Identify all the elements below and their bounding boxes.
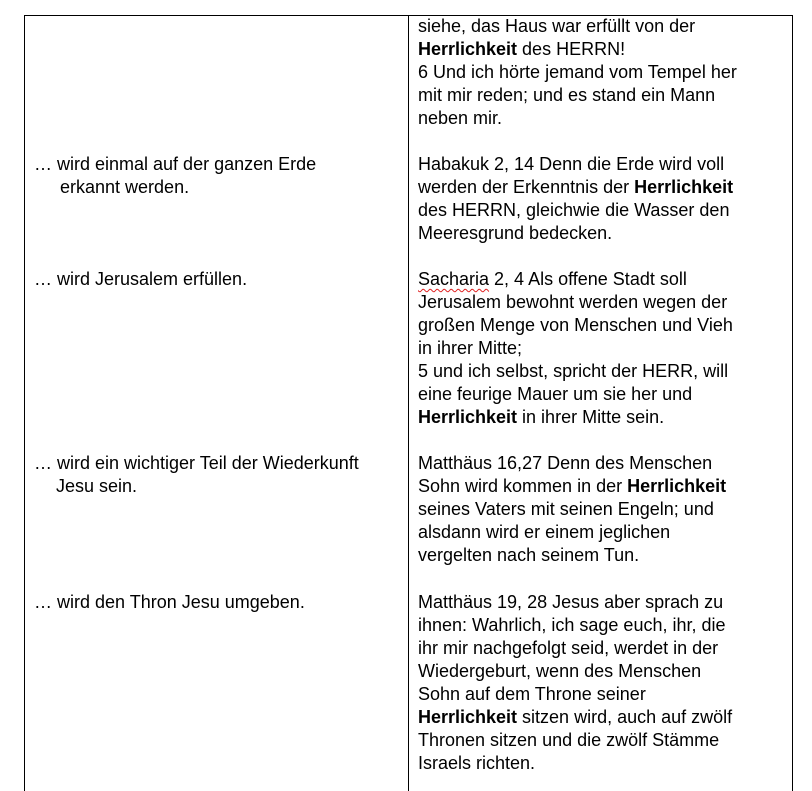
emphasis-word: Herrlichkeit: [418, 407, 518, 427]
verse-text: seines Vaters mit seinen Engeln; und: [418, 499, 714, 519]
verse-text: Israels richten.: [418, 753, 536, 773]
verse-text: Matthäus 16,27 Denn des Menschen: [418, 453, 713, 473]
verse-line: [418, 706, 788, 729]
verse-text: Wiedergeburt, wenn des Menschen: [418, 661, 702, 681]
verse-line: [418, 752, 788, 775]
statement-cell-row-4: [34, 591, 404, 614]
verse-cell-row-3: [418, 452, 788, 567]
verse-text: in ihrer Mitte;: [418, 338, 523, 358]
verse-line: [418, 268, 788, 291]
statement-line: Jesu sein.: [56, 476, 138, 496]
verse-text: 5 und ich selbst, spricht der HERR, will: [418, 361, 729, 381]
statement-line: … wird einmal auf der ganzen Erde: [34, 154, 317, 174]
statement-line: … wird den Thron Jesu umgeben.: [34, 592, 305, 612]
verse-text: eine feurige Mauer um sie her und: [418, 384, 693, 404]
verse-text: 6 Und ich hörte jemand vom Tempel her: [418, 62, 737, 82]
verse-cell-row-1: [418, 153, 788, 245]
statement-cell-row-2: [34, 268, 404, 291]
verse-line: [418, 591, 788, 614]
verse-line: [418, 475, 788, 498]
verse-text: Matthäus 19, 28 Jesus aber sprach zu: [418, 592, 724, 612]
verse-text: des HERRN!: [517, 39, 626, 59]
verse-line: [418, 15, 788, 38]
verse-text: Sacharia: [418, 269, 490, 289]
verse-cell-row-4: [418, 591, 788, 775]
verse-line: [418, 84, 788, 107]
statement-cell-row-3: [34, 452, 404, 498]
emphasis-word: Herrlichkeit: [418, 39, 518, 59]
emphasis-word: Herrlichkeit: [634, 177, 734, 197]
verse-text: Sohn wird kommen in der: [418, 476, 628, 496]
verse-line: [418, 360, 788, 383]
emphasis-word: Herrlichkeit: [418, 707, 518, 727]
verse-line: [418, 337, 788, 360]
verse-line: [418, 614, 788, 637]
verse-text: Jerusalem bewohnt werden wegen der: [418, 292, 728, 312]
verse-line: [418, 521, 788, 544]
verse-line: [418, 452, 788, 475]
verse-text: mit mir reden; und es stand ein Mann: [418, 85, 716, 105]
verse-line: [418, 176, 788, 199]
verse-text: ihr mir nachgefolgt seid, werdet in der: [418, 638, 719, 658]
verse-line: [418, 383, 788, 406]
statement-line: … wird Jerusalem erfüllen.: [34, 269, 248, 289]
verse-text: alsdann wird er einem jeglichen: [418, 522, 671, 542]
statement-line: erkannt werden.: [60, 177, 190, 197]
verse-text: ihnen: Wahrlich, ich sage euch, ihr, die: [418, 615, 726, 635]
verse-line: [418, 199, 788, 222]
statement-cell-row-1: [34, 153, 404, 199]
verse-line: [418, 683, 788, 706]
verse-text: Sohn auf dem Throne seiner: [418, 684, 646, 704]
verse-cell-row-2: [418, 268, 788, 429]
column-divider: [408, 15, 409, 791]
verse-line: [418, 544, 788, 567]
verse-text: siehe, das Haus war erfüllt von der: [418, 16, 696, 36]
verse-text: vergelten nach seinem Tun.: [418, 545, 640, 565]
verse-text: des HERRN, gleichwie die Wasser den: [418, 200, 730, 220]
verse-line: [418, 637, 788, 660]
verse-text: sitzen wird, auch auf zwölf: [517, 707, 733, 727]
verse-line: [418, 406, 788, 429]
verse-text: Meeresgrund bedecken.: [418, 223, 613, 243]
verse-text: großen Menge von Menschen und Vieh: [418, 315, 733, 335]
verse-text: werden der Erkenntnis der: [418, 177, 635, 197]
verse-text: Thronen sitzen und die zwölf Stämme: [418, 730, 720, 750]
verse-line: [418, 38, 788, 61]
verse-text: 2, 4 Als offene Stadt soll: [489, 269, 687, 289]
verse-line: [418, 61, 788, 84]
verse-line: [418, 314, 788, 337]
verse-line: [418, 660, 788, 683]
verse-text: in ihrer Mitte sein.: [517, 407, 665, 427]
verse-line: [418, 153, 788, 176]
verse-cell-row-0: [418, 15, 788, 130]
verse-text: Habakuk 2, 14 Denn die Erde wird voll: [418, 154, 725, 174]
verse-line: [418, 107, 788, 130]
emphasis-word: Herrlichkeit: [627, 476, 727, 496]
statement-line: … wird ein wichtiger Teil der Wiederkunft: [34, 453, 359, 473]
verse-line: [418, 729, 788, 752]
verse-line: [418, 291, 788, 314]
verse-line: [418, 498, 788, 521]
verse-line: [418, 222, 788, 245]
verse-text: neben mir.: [418, 108, 503, 128]
